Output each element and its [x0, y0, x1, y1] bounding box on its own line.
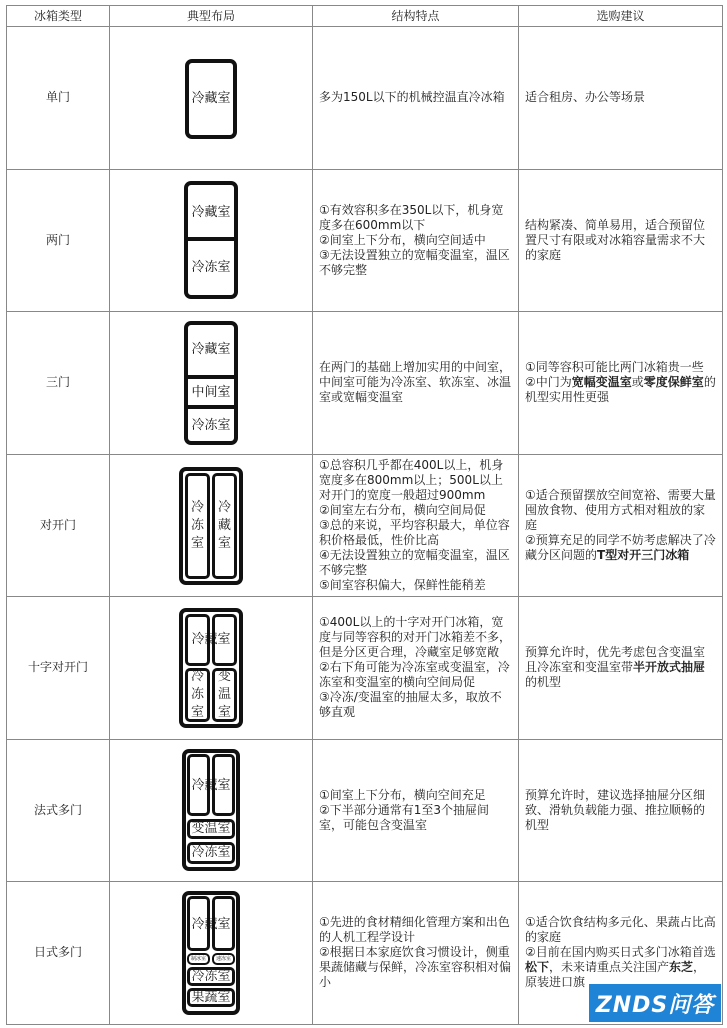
drawer-freezer: [187, 967, 235, 986]
table-row: [7, 454, 723, 597]
header-layout: 典型布局: [110, 6, 313, 27]
header-row: [7, 6, 723, 27]
compartment-label: 制冰室: [190, 955, 206, 962]
table-row: [7, 169, 723, 312]
compartment-label: 中间室: [191, 385, 231, 400]
fridge-outline: [185, 59, 237, 139]
feature-line: ①总容积几乎都在400L以上，机身宽度多在800mm以上；500L以上对开门的宽度一般超过900mm: [319, 457, 504, 502]
advice-cell: [519, 739, 723, 882]
compartment-label: 变温室: [217, 669, 231, 720]
features-cell: [313, 27, 519, 170]
compartment-label: 冷藏室: [217, 499, 231, 551]
compartment-label: 冷冻室: [191, 969, 231, 984]
fridge-outline: [182, 749, 240, 871]
header-advice: 选购建议: [519, 6, 723, 27]
features-cell: [313, 454, 519, 597]
feature-line: ③总的来说，平均容积最大，单位容积价格最低，性价比高: [319, 517, 510, 547]
advice-line: 预算允许时，建议选择抽屉分区细致、滑轨负载能力强、推拉顺畅的机型: [525, 787, 706, 832]
advice-text: 的机型: [525, 675, 562, 690]
watermark-logo: ZNDS问答: [589, 984, 721, 1022]
drawer-lower: [187, 842, 235, 864]
advice-bold: T型对开三门冰箱: [597, 547, 690, 562]
feature-line: ②下半部分通常有1至3个抽屉间室，可能包含变温室: [319, 802, 490, 832]
advice-bold: 半开放式抽屉: [633, 660, 706, 675]
feature-line: 多为150L以下的机械控温直冷冰箱: [319, 90, 505, 105]
compartment-label: 冷藏室: [191, 342, 231, 357]
layout-diagram-single-door: [110, 27, 313, 170]
quick-freeze-compartment: [212, 953, 235, 965]
advice-line: [525, 375, 716, 405]
row-type: 三门: [7, 312, 110, 455]
compartment-label: 冷冻室: [190, 499, 204, 551]
advice-line: ①同等容积可能比两门冰箱贵一些: [525, 360, 704, 375]
divider: [188, 405, 234, 409]
row-type: 十字对开门: [7, 597, 110, 740]
feature-line: ③冷冻/变温室的抽屉太多，取放不够直观: [319, 690, 502, 720]
compartment-label: 变温室: [191, 821, 231, 836]
compartment-bottom-left: [185, 668, 210, 722]
advice-cell: [519, 597, 723, 740]
fridge-comparison-table: [6, 5, 723, 1025]
layout-diagram-french-door: [110, 739, 313, 882]
layout-diagram-cross-door: [110, 597, 313, 740]
advice-text: ，原装进口旗: [525, 960, 706, 990]
row-type: 法式多门: [7, 739, 110, 882]
advice-text: ②目前在国内购买日式多门冰箱首选: [525, 945, 716, 960]
advice-bold: 零度保鲜室: [643, 375, 704, 390]
advice-text: ，未来请重点关注国产: [549, 960, 670, 975]
feature-line: ①间室上下分布，横向空间充足: [319, 787, 486, 802]
features-cell: [313, 169, 519, 312]
table-row: [7, 312, 723, 455]
drawer-vegetable: [187, 988, 235, 1007]
advice-line: [525, 645, 716, 690]
layout-diagram-side-by-side: [110, 454, 313, 597]
feature-line: ②间室上下分布，横向空间适中: [319, 232, 486, 247]
advice-text: 或: [631, 375, 644, 390]
advice-line: [525, 533, 716, 563]
table-row: [7, 27, 723, 170]
header-features: 结构特点: [313, 6, 519, 27]
advice-text: ②预算充足的同学不妨考虑解决了冷藏分区问题的: [525, 532, 716, 562]
feature-line: ②根据日本家庭饮食习惯设计，侧重果蔬储藏与保鲜，冷冻室容积相对偏小: [319, 945, 512, 990]
compartment-label: 冷冻室: [190, 669, 204, 720]
feature-line: ②间室左右分布，横向空间局促: [319, 502, 486, 517]
feature-line: ②右下角可能为冷冻室或变温室，冷冻室和变温室的横向空间局促: [319, 660, 510, 690]
features-cell: [313, 312, 519, 455]
fridge-outline: [184, 321, 238, 445]
table-row: [7, 597, 723, 740]
compartment-label: 冷藏室: [191, 777, 231, 793]
feature-line: 在两门的基础上增加实用的中间室，中间室可能为冷冻室、软冻室、冰温室或宽幅变温室: [319, 360, 512, 405]
advice-cell: [519, 169, 723, 312]
advice-line: ①适合饮食结构多元化、果蔬占比高的家庭: [525, 915, 716, 945]
row-type: 单门: [7, 27, 110, 170]
row-type: 对开门: [7, 454, 110, 597]
features-cell: [313, 739, 519, 882]
layout-diagram-three-door: [110, 312, 313, 455]
advice-bold: 东芝: [669, 960, 694, 975]
compartment-label: 果蔬室: [191, 990, 231, 1005]
features-cell: [313, 597, 519, 740]
fridge-outline: [182, 891, 240, 1015]
fridge-outline: [184, 181, 238, 299]
compartment-right: [212, 473, 237, 579]
compartment-label: 冷藏室: [191, 917, 231, 932]
feature-line: ①有效容积多在350L以下，机身宽度多在600mm以下: [319, 202, 504, 232]
feature-line: ①400L以上的十字对开门冰箱，宽度与同等容积的对开门冰箱差不多，但是分区更合理，冷藏室足够宽敞: [319, 615, 512, 660]
feature-line: ④无法设置独立的宽幅变温室，温区不够完整: [319, 547, 510, 577]
advice-bold: 宽幅变温室: [571, 375, 632, 390]
drawer-upper: [187, 819, 235, 839]
compartment-label: 冷藏室: [191, 204, 231, 220]
compartment-left: [185, 473, 210, 579]
header-type: 冰箱类型: [7, 6, 110, 27]
divider: [188, 375, 234, 379]
advice-cell: [519, 312, 723, 455]
feature-line: ①先进的食材精细化管理方案和出色的人机工程学设计: [319, 915, 510, 945]
feature-line: ⑤间室容积偏大，保鲜性能稍差: [319, 577, 486, 592]
advice-line: 结构紧凑、简单易用，适合预留位置尺寸有限或对冰箱容量需求不大的家庭: [525, 217, 706, 262]
compartment-bottom-right: [212, 668, 237, 722]
fridge-outline: [179, 467, 243, 585]
features-cell: [313, 882, 519, 1025]
compartment-label: 冷冻室: [191, 418, 231, 433]
advice-cell: [519, 454, 723, 597]
advice-cell: [519, 27, 723, 170]
ice-compartment: [187, 953, 210, 965]
compartment-label: 冷冻室: [191, 845, 231, 860]
feature-line: ③无法设置独立的宽幅变温室，温区不够完整: [319, 247, 510, 277]
advice-bold: 松下: [525, 960, 550, 975]
layout-diagram-japanese-multi-door: [110, 882, 313, 1025]
layout-diagram-two-door: [110, 169, 313, 312]
table-row: [7, 739, 723, 882]
fridge-outline: [179, 608, 243, 728]
divider: [188, 237, 234, 241]
advice-text: ②中门为: [525, 375, 572, 390]
advice-line: 适合租房、办公等场景: [525, 90, 646, 105]
row-type: 日式多门: [7, 882, 110, 1025]
compartment-label: 冷冻室: [191, 259, 231, 275]
compartment-label: 速冻室: [215, 955, 231, 962]
compartment-label: 冷藏室: [191, 632, 231, 647]
advice-text: 的机型实用性更强: [525, 375, 716, 405]
advice-text: 预算允许时，优先考虑包含变温室且冷冻室和变温室带: [525, 645, 706, 675]
compartment-label: 冷藏室: [191, 91, 231, 106]
row-type: 两门: [7, 169, 110, 312]
advice-line: ①适合预留摆放空间宽裕、需要大量囤放食物、使用方式相对粗放的家庭: [525, 487, 716, 532]
